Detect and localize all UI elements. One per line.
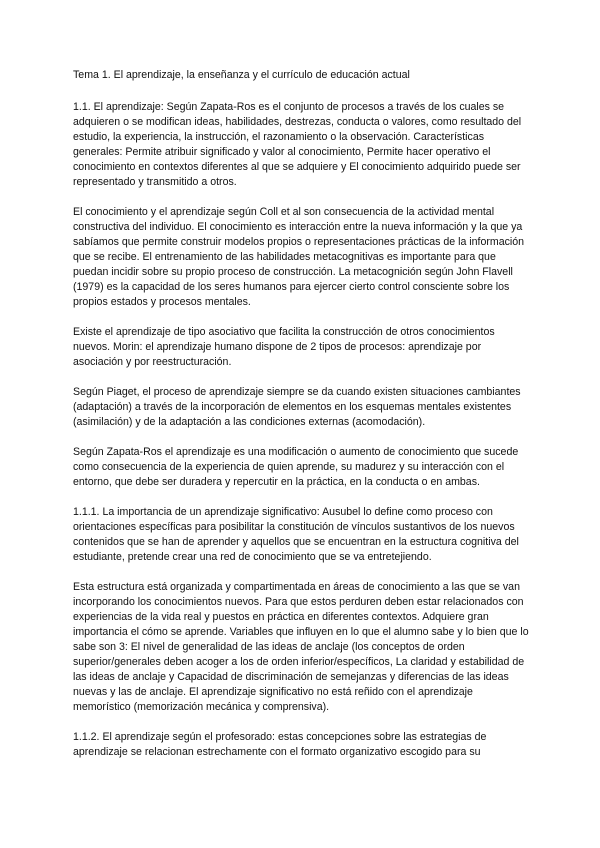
paragraph-piaget: Según Piaget, el proceso de aprendizaje siempre se da cuando existen situaciones cambiantes (adaptación) a través de la incorporación de elementos en los esquemas mentales existentes (asimilación) y de la adaptación a las condiciones externas (acomodación). <box>73 386 521 428</box>
paragraph-aprendizaje-definicion: 1.1. El aprendizaje: Según Zapata-Ros es el conjunto de procesos a través de los cuales se adquieren o se modifican ideas, habilidades, destrezas, conducta o valores, como resultado del estudio, la experiencia, la instrucción, el razonamiento o la observación. Características generales: Permite atribuir significado y valor al conocimiento, Permite hacer operativo el conocimiento en contextos diferentes al que se adquiere y El conocimiento adquirido puede ser representado y transmitido a otros. <box>73 101 522 188</box>
paragraph-estructura-conocimiento: Esta estructura está organizada y compartimentada en áreas de conocimiento a las que se van incorporando los conocimientos nuevos. Para que estos perduren deben estar relacionados con experiencias de la vida real y puestos en práctica en diferentes contextos. Adquiere gran importancia el cómo se aprende. Variables que influyen en lo que el alumno sabe y lo bien que lo sabe son 3: El nivel de generalidad de las ideas de anclaje (los conceptos de orden superior/generales deben acoger a los de orden inferior/específicos, La claridad y estabilidad de las ideas de anclaje y Capacidad de discriminación de semejanzas y diferencias de las ideas nuevas y las de anclaje. El aprendizaje significativo no está reñido con el aprendizaje memorístico (memorización mecánica y comprensiva). <box>73 581 529 713</box>
document-title: Tema 1. El aprendizaje, la enseñanza y el currículo de educación actual <box>73 69 410 81</box>
paragraph-aprendizaje-asociativo: Existe el aprendizaje de tipo asociativo que facilita la construcción de otros conocimientos nuevos. Morin: el aprendizaje humano dispone de 2 tipos de procesos: aprendizaje por asociación y por reestructuración. <box>73 326 495 368</box>
paragraph-zapata-ros: Según Zapata-Ros el aprendizaje es una modificación o aumento de conocimiento que sucede como consecuencia de la experiencia de quien aprende, su madurez y su interacción con el entorno, que debe ser duradera y repercutir en la práctica, en la conducta o en ambas. <box>73 446 519 488</box>
paragraph-conocimiento-coll: El conocimiento y el aprendizaje según Coll et al son consecuencia de la actividad mental constructiva del individuo. El conocimiento es interacción entre la nueva información y la que ya sabíamos que permite construir modelos propios o representaciones prácticas de la información que se recibe. El entrenamiento de las habilidades metacognitivas es importante para que puedan incidir sobre su propio proceso de construcción. La metacognición según John Flavell (1979) es la capacidad de los seres humanos para ejercer cierto control consciente sobre los propios estados y procesos mentales. <box>73 206 525 308</box>
document-body <box>73 68 533 775</box>
paragraph-aprendizaje-significativo: 1.1.1. La importancia de un aprendizaje significativo: Ausubel lo define como proceso con orientaciones específicas para posibilitar la constitución de vínculos sustantivos de los nuevos contenidos que se han de aprender y aquellos que se encuentran en la estructura cognitiva del estudiante, pretende crear una red de conocimiento que se va entretejiendo. <box>73 506 519 563</box>
paragraph-aprendizaje-profesorado: 1.1.2. El aprendizaje según el profesorado: estas concepciones sobre las estrategias de aprendizaje se relacionan estrechamente con el formato organizativo escogido para su <box>73 731 487 758</box>
